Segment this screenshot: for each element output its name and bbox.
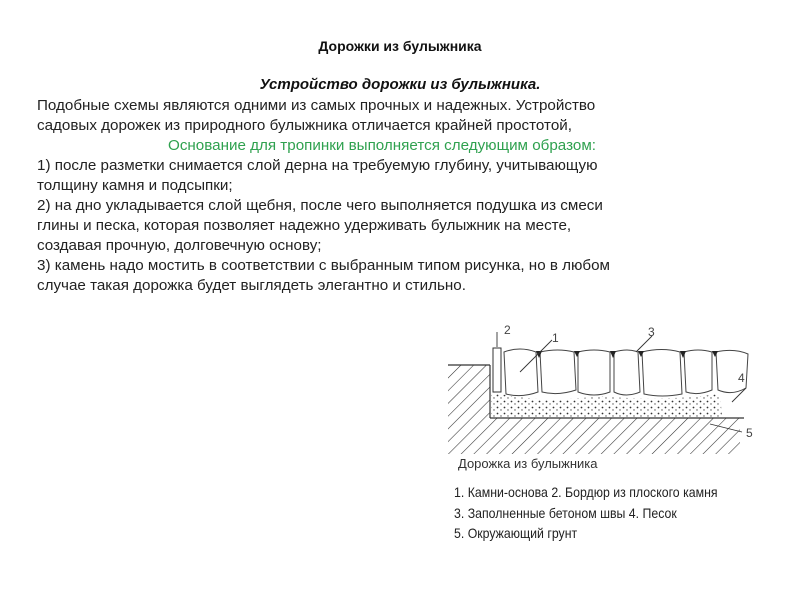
section-subtitle: Устройство дорожки из булыжника. — [259, 76, 541, 93]
legend-line: 1. Камни-основа 2. Бордюр из плоского камня — [454, 484, 718, 500]
step-line: случае такая дорожка будет выглядеть элегантно и стильно. — [37, 277, 466, 294]
legend-line: 5. Окружающий грунт — [454, 525, 578, 541]
paragraph-line: садовых дорожек из природного булыжника отличается крайней простотой, — [37, 117, 572, 134]
paragraph-line: Подобные схемы являются одними из самых прочных и надежных. Устройство — [37, 97, 596, 114]
body-text — [37, 96, 757, 296]
callout-2: 2 — [504, 323, 511, 337]
figure-caption: Дорожка из булыжника — [458, 456, 598, 471]
step-line: толщину камня и подсыпки; — [37, 177, 233, 194]
step-line: 1) после разметки снимается слой дерна на требуемую глубину, учитывающую — [37, 157, 598, 174]
sand-layer — [491, 392, 722, 417]
step-line: глины и песка, которая позволяет надежно удерживать булыжник на месте, — [37, 217, 572, 234]
step-line: 2) на дно укладывается слой щебня, после чего выполняется подушка из смеси — [37, 197, 603, 214]
callout-1: 1 — [552, 331, 559, 345]
callout-5: 5 — [746, 426, 753, 440]
callout-4: 4 — [738, 371, 745, 385]
page-title: Дорожки из булыжника — [318, 38, 482, 54]
callout-3: 3 — [648, 325, 655, 339]
step-line: 3) камень надо мостить в соответствии с выбранным типом рисунка, но в любом — [37, 257, 610, 274]
cobblestones — [504, 349, 748, 396]
step-line: создавая прочную, долговечную основу; — [37, 237, 322, 254]
legend-line: 3. Заполненные бетоном швы 4. Песок — [454, 504, 677, 521]
highlight-line: Основание для тропинки выполняется следующим образом: — [168, 137, 596, 154]
path-cross-section-diagram — [440, 322, 760, 454]
figure-legend — [454, 482, 718, 544]
border-stone — [493, 348, 501, 392]
